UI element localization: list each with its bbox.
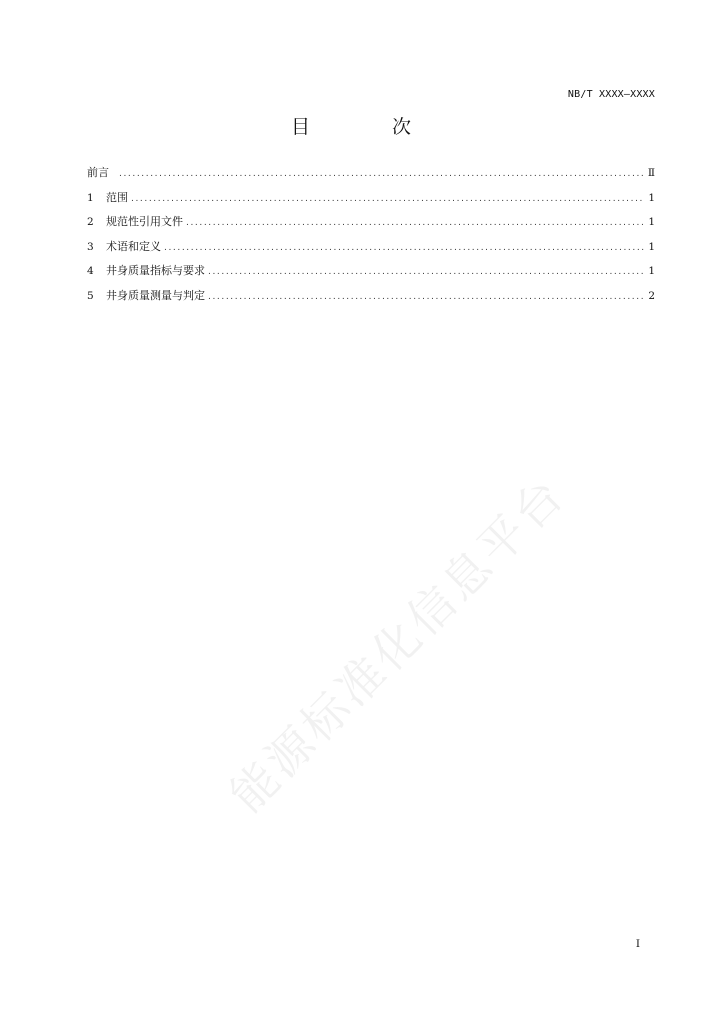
toc-entry-label: 范围 xyxy=(106,190,128,204)
toc-leader-dots xyxy=(208,292,644,303)
toc-leader-dots xyxy=(164,243,644,254)
toc-entry-page: 1 xyxy=(648,216,655,229)
toc-entry-quality-requirements[interactable] xyxy=(87,262,655,287)
toc-entry-page: 1 xyxy=(648,265,655,278)
toc-entry-terms-definitions[interactable] xyxy=(87,238,655,263)
toc-entry-normative-references[interactable] xyxy=(87,213,655,238)
toc-entry-number: 5 xyxy=(87,289,94,302)
toc-leader-dots xyxy=(208,267,644,278)
toc-title: 目 次 xyxy=(290,116,450,138)
watermark: 能源标准化信息平台 xyxy=(219,466,576,823)
toc-entry-label: 前言 xyxy=(87,166,109,179)
toc-entry-label: 规范性引用文件 xyxy=(106,215,183,229)
toc-entry-number: 4 xyxy=(87,265,94,278)
toc-entry-quality-measurement[interactable] xyxy=(87,287,655,312)
toc-entry-page: 1 xyxy=(648,240,655,253)
toc-entry-number: 2 xyxy=(87,216,94,229)
toc-entry-label: 井身质量测量与判定 xyxy=(106,288,205,302)
toc-entry-page: 2 xyxy=(648,289,655,302)
toc-leader-dots xyxy=(186,218,644,229)
toc-entry-number: 1 xyxy=(87,191,94,204)
toc-entry-number: 3 xyxy=(87,240,94,253)
toc-entry-label: 井身质量指标与要求 xyxy=(106,264,205,278)
toc-leader-dots xyxy=(119,169,644,180)
page-number: I xyxy=(635,938,640,950)
table-of-contents xyxy=(87,164,655,312)
toc-entry-scope[interactable] xyxy=(87,189,655,214)
toc-entry-foreword[interactable] xyxy=(87,164,655,189)
toc-entry-page: Ⅱ xyxy=(647,167,655,179)
toc-entry-label: 术语和定义 xyxy=(106,239,161,253)
toc-leader-dots xyxy=(131,194,644,205)
toc-entry-page: 1 xyxy=(648,191,655,204)
standard-number: NB/T XXXX—XXXX xyxy=(567,89,655,100)
